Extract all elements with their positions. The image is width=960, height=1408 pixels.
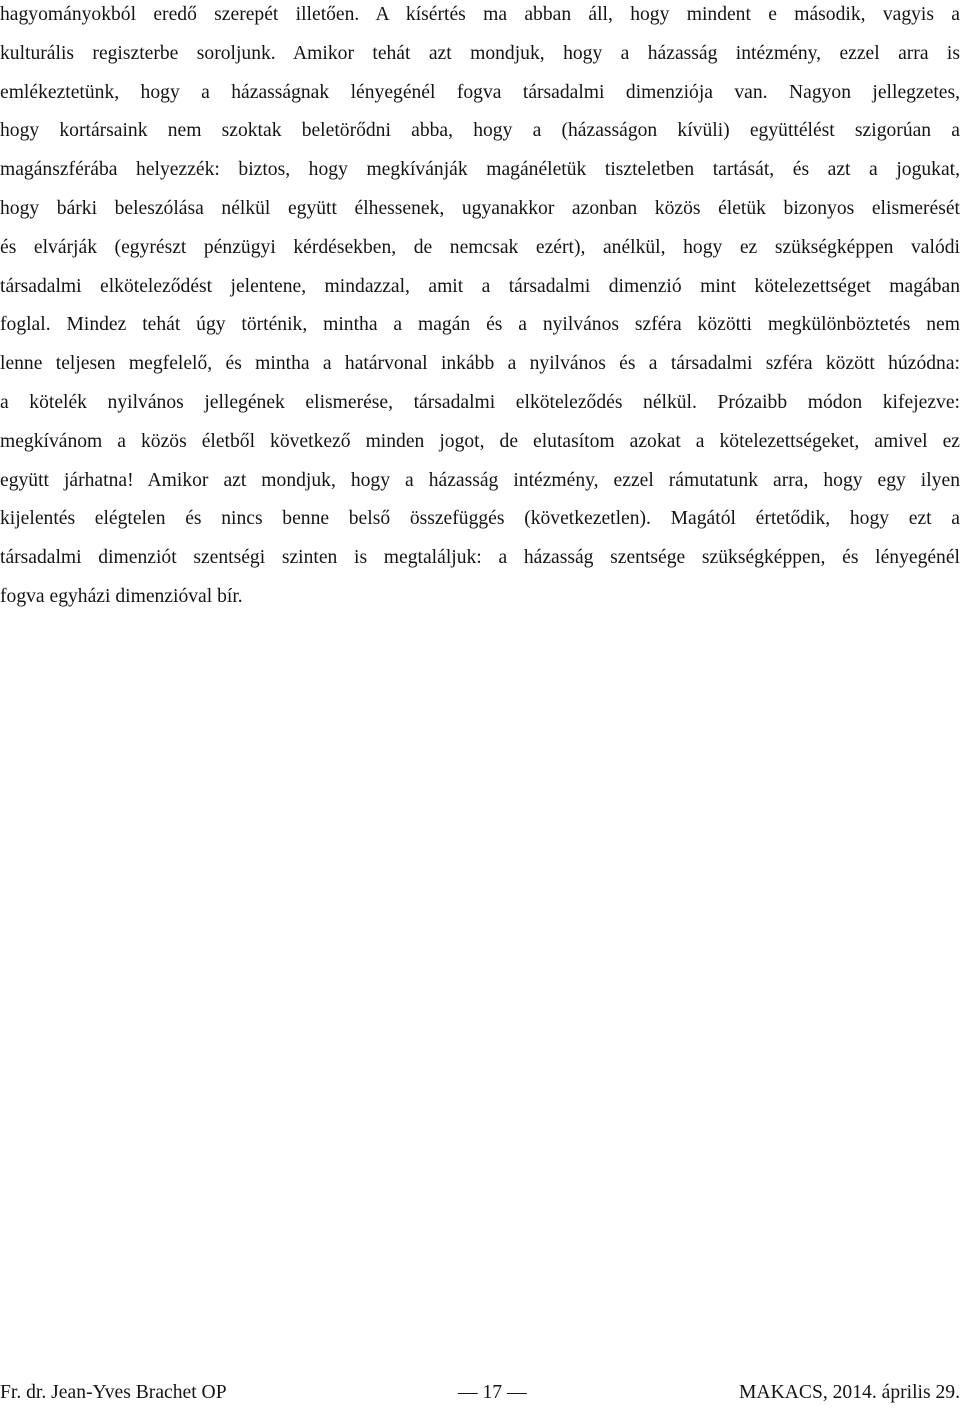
text-line: foglal. Mindez tehát úgy történik, mintha a magán és a nyilvános szféra közötti megkülönböztetés nem [0,314,960,336]
text-line: hogy kortársaink nem szoktak beletörődni abba, hogy a (házasságon kívüli) együttélést szigorúan a [0,120,960,142]
text-line: kulturális regiszterbe soroljunk. Amikor tehát azt mondjuk, hogy a házasság intézmény, ezzel arra is [0,42,960,64]
text-line: a kötelék nyilvános jellegének elismerése, társadalmi elköteleződés nélkül. Prózaibb módon kifejezve: [0,391,960,413]
text-line: társadalmi dimenziót szentségi szinten is megtaláljuk: a házasság szentsége szükségképpen, és lényegénél [0,547,960,569]
text-line: megkívánom a közös életből következő minden jogot, de elutasítom azokat a kötelezettségeket, amivel ez [0,430,960,452]
text-line: magánszférába helyezzék: biztos, hogy megkívánják magánéletük tiszteletben tartását, és azt a jogukat, [0,159,960,181]
text-line: és elvárják (egyrészt pénzügyi kérdésekben, de nemcsak ezért), anélkül, hogy ez szükségképpen valódi [0,236,960,258]
footer-source: MAKACS, 2014. április 29. [739,1382,960,1403]
page-number: — 17 — [458,1382,527,1403]
text-line: együtt járhatna! Amikor azt mondjuk, hogy a házasság intézmény, ezzel rámutatunk arra, hogy egy ilyen [0,469,960,491]
text-line-last: fogva egyházi dimenzióval bír. [0,585,243,607]
text-line: lenne teljesen megfelelő, és mintha a határvonal inkább a nyilvános és a társadalmi szféra között húzódna: [0,353,960,375]
text-line: emlékeztetünk, hogy a házasságnak lényegénél fogva társadalmi dimenziója van. Nagyon jellegzetes, [0,81,960,103]
body-paragraph [0,0,960,621]
text-line: kijelentés elégtelen és nincs benne belső összefüggés (következetlen). Magától értetődik, hogy ezt a [0,508,960,530]
footer-author: Fr. dr. Jean-Yves Brachet OP [0,1382,227,1403]
text-line: hogy bárki beleszólása nélkül együtt élhessenek, ugyanakkor azonban közös életük bizonyos elismerését [0,197,960,219]
text-line: társadalmi elköteleződést jelentene, mindazzal, amit a társadalmi dimenzió mint kötelezettséget magában [0,275,960,297]
page-footer [0,1378,960,1408]
text-line: hagyományokból eredő szerepét illetően. A kísértés ma abban áll, hogy mindent e második, vagyis a [0,4,960,25]
